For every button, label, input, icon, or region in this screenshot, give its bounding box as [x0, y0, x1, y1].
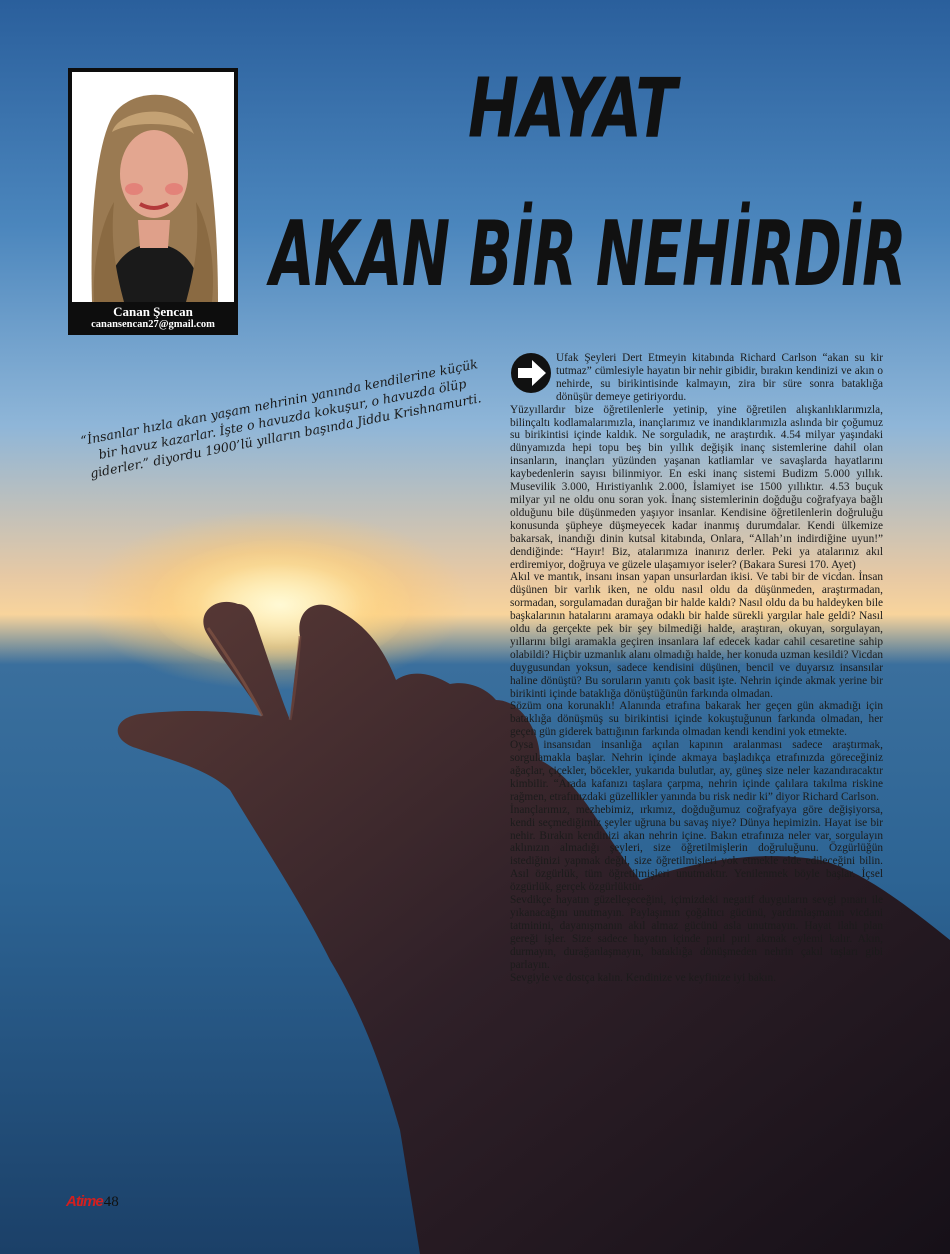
article-paragraph: Sevdikçe hayatın güzelleşeceğini, içimizdeki negatif duyguların sevgi pınarı ile yıkanacağını unutmayın. Paylaşımın çoğaltıcı gücünü, yardımlaşmanın vicdani tatminini, dayanışmanın akıl almaz gücünü asla unutmayın. Hayat ilahi plan gereği işler. Size sadece hayatın içinde pırıl pırıl akmak eylemi kalır. Akın, durmayın, durağanlaşmayın, bataklığa dönüşmeden nehrin çakıl taşları gibi parlayın.: [510, 894, 883, 971]
article-paragraph: Sözüm ona korunaklı! Alanında etrafına bakarak her geçen gün akmadığı için bataklığa dönüşmüş su birikintisi içinde kokuştuğunun farkında olmadan, her geçen gün giderek battığının farkında olmadan kendi kendini yok etmekte.: [510, 700, 883, 739]
author-portrait: [72, 72, 234, 302]
headline-line-1: HAYAT: [468, 62, 677, 157]
author-name: Canan Şencan: [113, 304, 193, 319]
magazine-logo: Atime: [66, 1193, 103, 1210]
article-body: [510, 352, 883, 984]
article-paragraph: Oysa insansıdan insanlığa açılan kapının aralanması sadece araştırmak, sorgulamakla başlar. Nehrin içinde akmaya başladıkça etrafınızda göreceğiniz ağaçlar, çiçekler, böcekler, yukarıda bulutlar, ay, güneş size neler kazandıracaktır kimbilir. “Arada kafanızı taşlara çarpma, nehrin içinde çalılara takılma riskine rağmen, etrafınızdaki güzellikler yanında bu risk nedir ki” diyor Richard Carlson.: [510, 739, 883, 803]
headline-line-2: AKAN BİR NEHİRDİR: [270, 202, 906, 307]
article-paragraph: Yüzyıllardır bize öğretilenlerle yetinip, yine öğretilen alışkanlıklarımızla, bilinçaltı kodlamalarımızla, inançlarımız ve inandıklarımızla aslında bir çoğumuz su birikintisi içinde kaldık. Ne sorguladık, ne araştırdık. 4.54 milyar yaşındaki dünyamızda hepi topu beş bin yıllık değişik inanç sistemlerine dahil olan insanların, inançları yüzünden yaşanan katliamlar ve savaşlarda hayatlarını kaybedenlerin sayısı bilinmiyor. En eski inanç sistemi Budizm 5.000 yıllık. Musevilik 3.000, Hıristiyanlık 2.000, İslamiyet ise 1500 yıllıktır. 4.53 buçuk milyar yıl ne oldu onu soran yok. İnanç sistemlerinin doğduğu coğrafyaya bağlı olduğunu bile düşünmeden yaşıyor insanlar. Kendisine öğretilenlerin doğruluğu konusunda şüpheye düşmeyecek kadar inanmış durumdalar. Kendi ülkemize bakarsak, inandığı dinin kutsal kitabında, Onlara, “Allah’ın indirdiğine uyun!” dendiğinde: “Hayır! Biz, atalarımıza inanırız derler. Peki ya atalarınız akıl erdiremiyor, doğruya ve güzele ulaşamıyor iseler? (Bakara Suresi 170. Ayet): [510, 403, 883, 571]
pull-quote: “İnsanlar hızla akan yaşam nehrinin yanında kendilerine küçük bir havuz kazarlar. İşte o havuzda kokuşur, o havuzda ölüp giderler.” diyordu 1900’lü yılların başında Jiddu Krishnamurti.: [79, 356, 483, 481]
article-paragraph: İnançlarımız, mezhebimiz, ırkımız, doğduğumuz coğrafyaya göre değişiyorsa, kendi seçmediğimiz şeyler uğruna bu savaş niye? Dünya hepimizin. Hayat ise bir nehir. Bırakın kendinizi akan nehrin içine. Bakın etrafınıza neler var, sorgulayın aklınızın almadığı şeyleri, size öğretilmişlerin doğruluğunu. Özgürlüğün istediğinizi yapmak değil, size öğretilmişleri yok etmekle elde edileceğini bilin. Asıl özgürlük, tüm öğretilmişleri unutmaktır. Yenilenmek böyle başlar. İçsel özgürlük, gerçek özgürlüktür.: [510, 803, 883, 894]
page-footer: [66, 1193, 119, 1211]
author-email: canansencan27@gmail.com: [91, 319, 215, 330]
article-paragraph: Ufak Şeyleri Dert Etmeyin kitabında Richard Carlson “akan su kir tutmaz” cümlesiyle hayatın bir nehir gibidir, bırakın kendinizi ve akın o nehirde, su birikintisinde kalmayın, zira bir süre sonra bataklığa dönüşür demeye getiriyordu.: [556, 352, 883, 403]
page-number: 48: [103, 1194, 119, 1210]
article-paragraph: Akıl ve mantık, insanı insan yapan unsurlardan ikisi. Ve tabi bir de vicdan. İnsan düşünen bir varlık iken, ne oldu nasıl oldu da düşünmeden, araştırmadan, sormadan, sorgulamadan durağan bir halde kaldı? Nasıl oldu da bu haldeyken bile başkalarının hatalarını aramaya odaklı bir halde sürekli yargılar hale geldi? Nasıl oldu da gerçekte pek bir şey bilmediği halde, araştıran, okuyan, sorgulayan, yıllarını bilgi aramakla geçiren insanlara laf edecek kadar cahil cesaretine sahip olabildi? Hiçbir uzmanlık alanı olmadığı halde, her konuda uzman kesildi? Vicdan duygusundan yoksun, sadece kendisini düşünen, bencil ve duyarsız insansılar haline dönüştü? Bu soruların yanıtı çok basit işte. Nehrin içinde akmak yerine bir birikinti içinde bataklığa dönüştüğünün farkında olmadan.: [510, 571, 883, 700]
article-paragraph: Sevgiyle ve dostça kalın. Kendinize ve keyfinize iyi bakın.: [510, 971, 777, 984]
arrow-right-icon: [510, 352, 552, 394]
author-photo-box: [68, 68, 238, 335]
